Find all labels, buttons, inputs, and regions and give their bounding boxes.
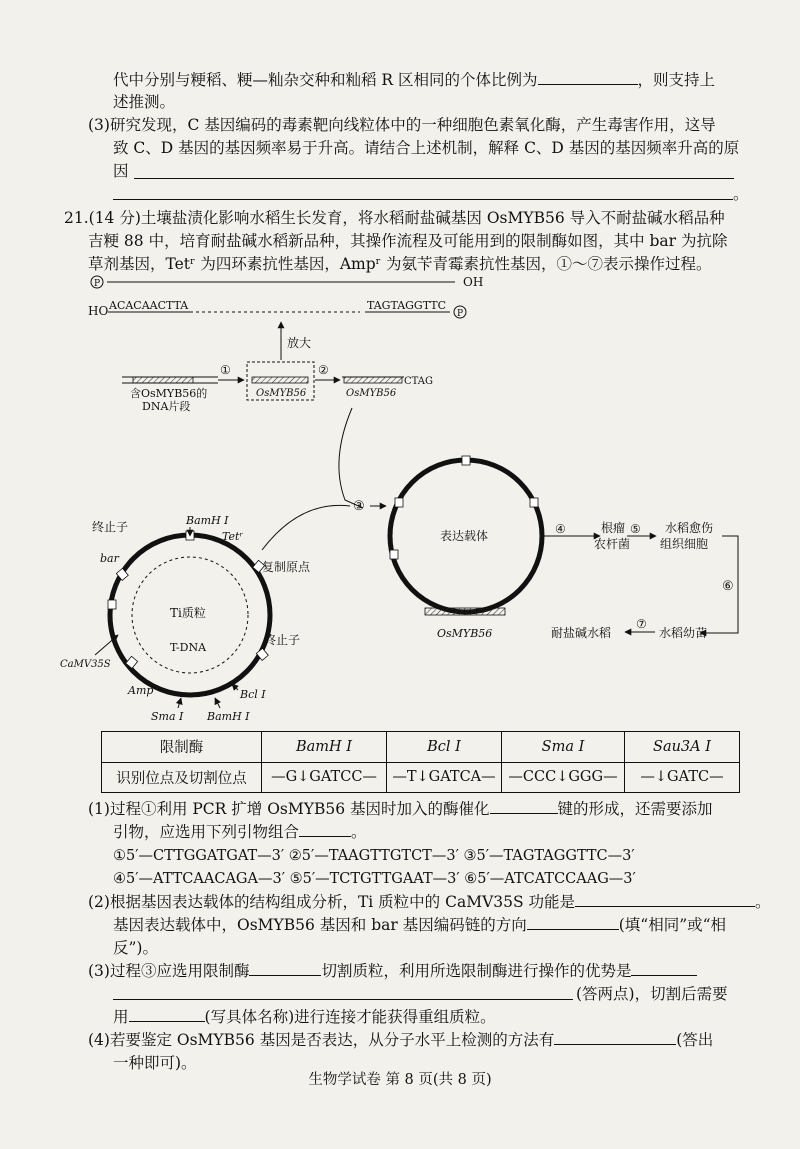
q20-p3-line3: 因: [113, 162, 129, 180]
q2-text-end: 。: [755, 893, 771, 911]
answer-line-2[interactable]: [113, 199, 733, 200]
zoom-label: 放大: [287, 336, 312, 350]
gene-label-cut: OsMYB56: [346, 388, 397, 399]
q20-p3-line2: 致 C、D 基因的基因频率易于升高。请结合上述机制，解释 C、D 基因的基因频率升高的原: [113, 139, 740, 157]
table-header-cell: 限制酶: [102, 732, 262, 763]
q4-line1: [88, 1030, 713, 1050]
q1-text: (1)过程①利用 PCR 扩增 OsMYB56 基因时加入的酶催化: [88, 800, 490, 818]
ori-label: 复制原点: [262, 560, 311, 574]
agro-label-2: 农杆菌: [594, 537, 631, 551]
callus-label-1: 水稻愈伤: [665, 521, 714, 535]
q1-text-tail: 键的形成，还需要添加: [557, 800, 713, 818]
step-5: ⑤: [630, 522, 641, 536]
bar-label: bar: [100, 552, 119, 565]
page-footer: 生物学试卷 第 8 页(共 8 页): [308, 1072, 492, 1088]
q2-line3: 反”)。: [113, 939, 158, 957]
bamhi-bottom-label: BamH I: [207, 710, 250, 723]
dna-label-2: DNA片段: [142, 400, 191, 413]
answer-blank[interactable]: [527, 915, 619, 930]
answer-blank[interactable]: [575, 892, 755, 907]
cloning-diagram: [0, 270, 800, 730]
primers-row1: ①5′—CTTGGATGAT—3′ ②5′—TAAGTTGTCT—3′ ③5′—TAGTAGGTTC—3′: [113, 848, 635, 864]
table-cell: —T↓GATCA—: [387, 762, 502, 793]
amp-label: Amp: [128, 684, 154, 697]
answer-blank[interactable]: [249, 961, 321, 976]
step-6: ⑥: [722, 579, 734, 594]
smai-label: Sma I: [151, 710, 184, 723]
q3-line3: [113, 1007, 496, 1027]
vector-label: 表达载体: [440, 529, 489, 543]
answer-blank[interactable]: [554, 1030, 676, 1045]
q1-text-2: 引物，应选用下列引物组合: [113, 823, 300, 841]
step-3: ③: [353, 499, 365, 514]
table-row: [102, 762, 740, 793]
table-cell: —CCC↓GGG—: [502, 762, 625, 793]
q4-line2: 一种即可)。: [113, 1054, 197, 1072]
q21-line1: 21.(14 分)土壤盐渍化影响水稻生长发育，将水稻耐盐碱基因 OsMYB56 导入不耐盐碱水稻品种: [64, 209, 725, 227]
q21-line3: 草剂基因，Tetʳ 为四环素抗性基因，Ampʳ 为氨苄青霉素抗性基因，①～⑦表示操作过程。: [88, 255, 712, 273]
dna-label-1: 含OsMYB56的: [130, 387, 208, 400]
terminator-right-label: 终止子: [264, 633, 301, 647]
q2-text: (2)根据基因表达载体的结构组成分析，Ti 质粒中的 CaMV35S 功能是: [88, 893, 576, 911]
callus-label-2: 组织细胞: [660, 537, 709, 551]
q3-line2-tail: (答两点)，切割后需要: [576, 985, 728, 1003]
q1-line2: [113, 822, 367, 842]
answer-blank[interactable]: [538, 70, 638, 85]
q4-text: (4)若要鉴定 OsMYB56 基因是否表达，从分子水平上检测的方法有: [88, 1031, 555, 1049]
ho-label: HO: [88, 304, 109, 318]
q3-line1: [88, 961, 697, 981]
ctag-label: CTAG: [404, 376, 433, 387]
answer-blank[interactable]: [299, 822, 351, 837]
answer-blank[interactable]: [631, 961, 697, 976]
camv-label: CaMV35S: [60, 659, 111, 670]
table-header-cell: Sau3A Ⅰ: [625, 732, 740, 763]
q2-line2: [113, 915, 726, 935]
q3-text-4: (写具体名称)进行连接才能获得重组质粒。: [204, 1008, 496, 1026]
seedling-label: 水稻幼苗: [659, 626, 708, 640]
bcli-label: Bcl I: [240, 688, 266, 701]
table-cell: —G↓GATCC—: [262, 762, 387, 793]
step-1: ①: [220, 363, 231, 377]
ti-label: Ti质粒: [170, 606, 206, 620]
q20-line2: 述推测。: [113, 93, 176, 111]
p-label-right: P: [457, 309, 464, 319]
seq-right: TAGTAGGTTC: [367, 299, 447, 312]
q2-text-2: 基因表达载体中，OsMYB56 基因和 bar 基因编码链的方向: [113, 916, 527, 934]
table-header-cell: Bcl Ⅰ: [387, 732, 502, 763]
bamhi-top-label: BamH I: [186, 514, 229, 527]
q2-line1: [88, 892, 771, 912]
q3-text-2: 切割质粒，利用所选限制酶进行操作的优势是: [321, 962, 632, 980]
table-header-cell: BamH Ⅰ: [262, 732, 387, 763]
p-label-left: P: [94, 279, 101, 289]
table-row-label: 识别位点及切割位点: [102, 762, 262, 793]
enzyme-table: [101, 731, 740, 793]
q20-p3-end: 。: [733, 185, 749, 203]
answer-line[interactable]: [134, 178, 734, 179]
q21-line2: 吉粳 88 中，培育耐盐碱水稻新品种，其操作流程及可能用到的限制酶如图，其中 bar 为抗除: [88, 232, 728, 250]
table-cell: —↓GATC—: [625, 762, 740, 793]
q20-line1-text: 代中分别与粳稻、粳—籼杂交种和籼稻 R 区相同的个体比例为: [113, 71, 538, 89]
gene-segment: [133, 377, 193, 383]
vector-gene-insert: [425, 608, 505, 615]
answer-line[interactable]: [113, 999, 573, 1000]
q4-text-2: (答出: [676, 1031, 714, 1049]
answer-blank[interactable]: [129, 1007, 205, 1022]
tet-label: Tetʳ: [222, 530, 244, 543]
tdna-label: T-DNA: [170, 641, 207, 654]
step-7: ⑦: [636, 617, 647, 631]
vector-gene-label: OsMYB56: [437, 627, 493, 640]
q1-line1: [88, 799, 713, 819]
gene-label-box: OsMYB56: [256, 388, 307, 399]
q3-text-3: 用: [113, 1008, 129, 1026]
agro-label-1: 根瘤: [601, 521, 626, 535]
step-4: ④: [555, 522, 566, 536]
q1-text-end: 。: [351, 823, 367, 841]
step-2: ②: [318, 363, 329, 377]
oh-label: OH: [463, 275, 484, 289]
terminator-left-label: 终止子: [92, 520, 129, 534]
q20-line1: [113, 70, 715, 90]
primers-row2: ④5′—ATTCAACAGA—3′ ⑤5′—TCTGTTGAAT—3′ ⑥5′—ATCATCCAAG—3′: [113, 871, 636, 887]
salt-rice-label: 耐盐碱水稻: [551, 626, 612, 640]
q3-text: (3)过程③应选用限制酶: [88, 962, 250, 980]
seq-left: ACACAACTTA: [109, 299, 189, 312]
q20-p3-line1: (3)研究发现，C 基因编码的毒素靶向线粒体中的一种细胞色素氧化酶，产生毒害作用，这导: [88, 116, 716, 134]
table-header-cell: Sma Ⅰ: [502, 732, 625, 763]
q20-line1-tail: ，则支持上: [637, 71, 716, 89]
answer-blank[interactable]: [490, 799, 558, 814]
table-row: [102, 732, 740, 763]
q2-text-3: (填“相同”或“相: [618, 916, 727, 934]
